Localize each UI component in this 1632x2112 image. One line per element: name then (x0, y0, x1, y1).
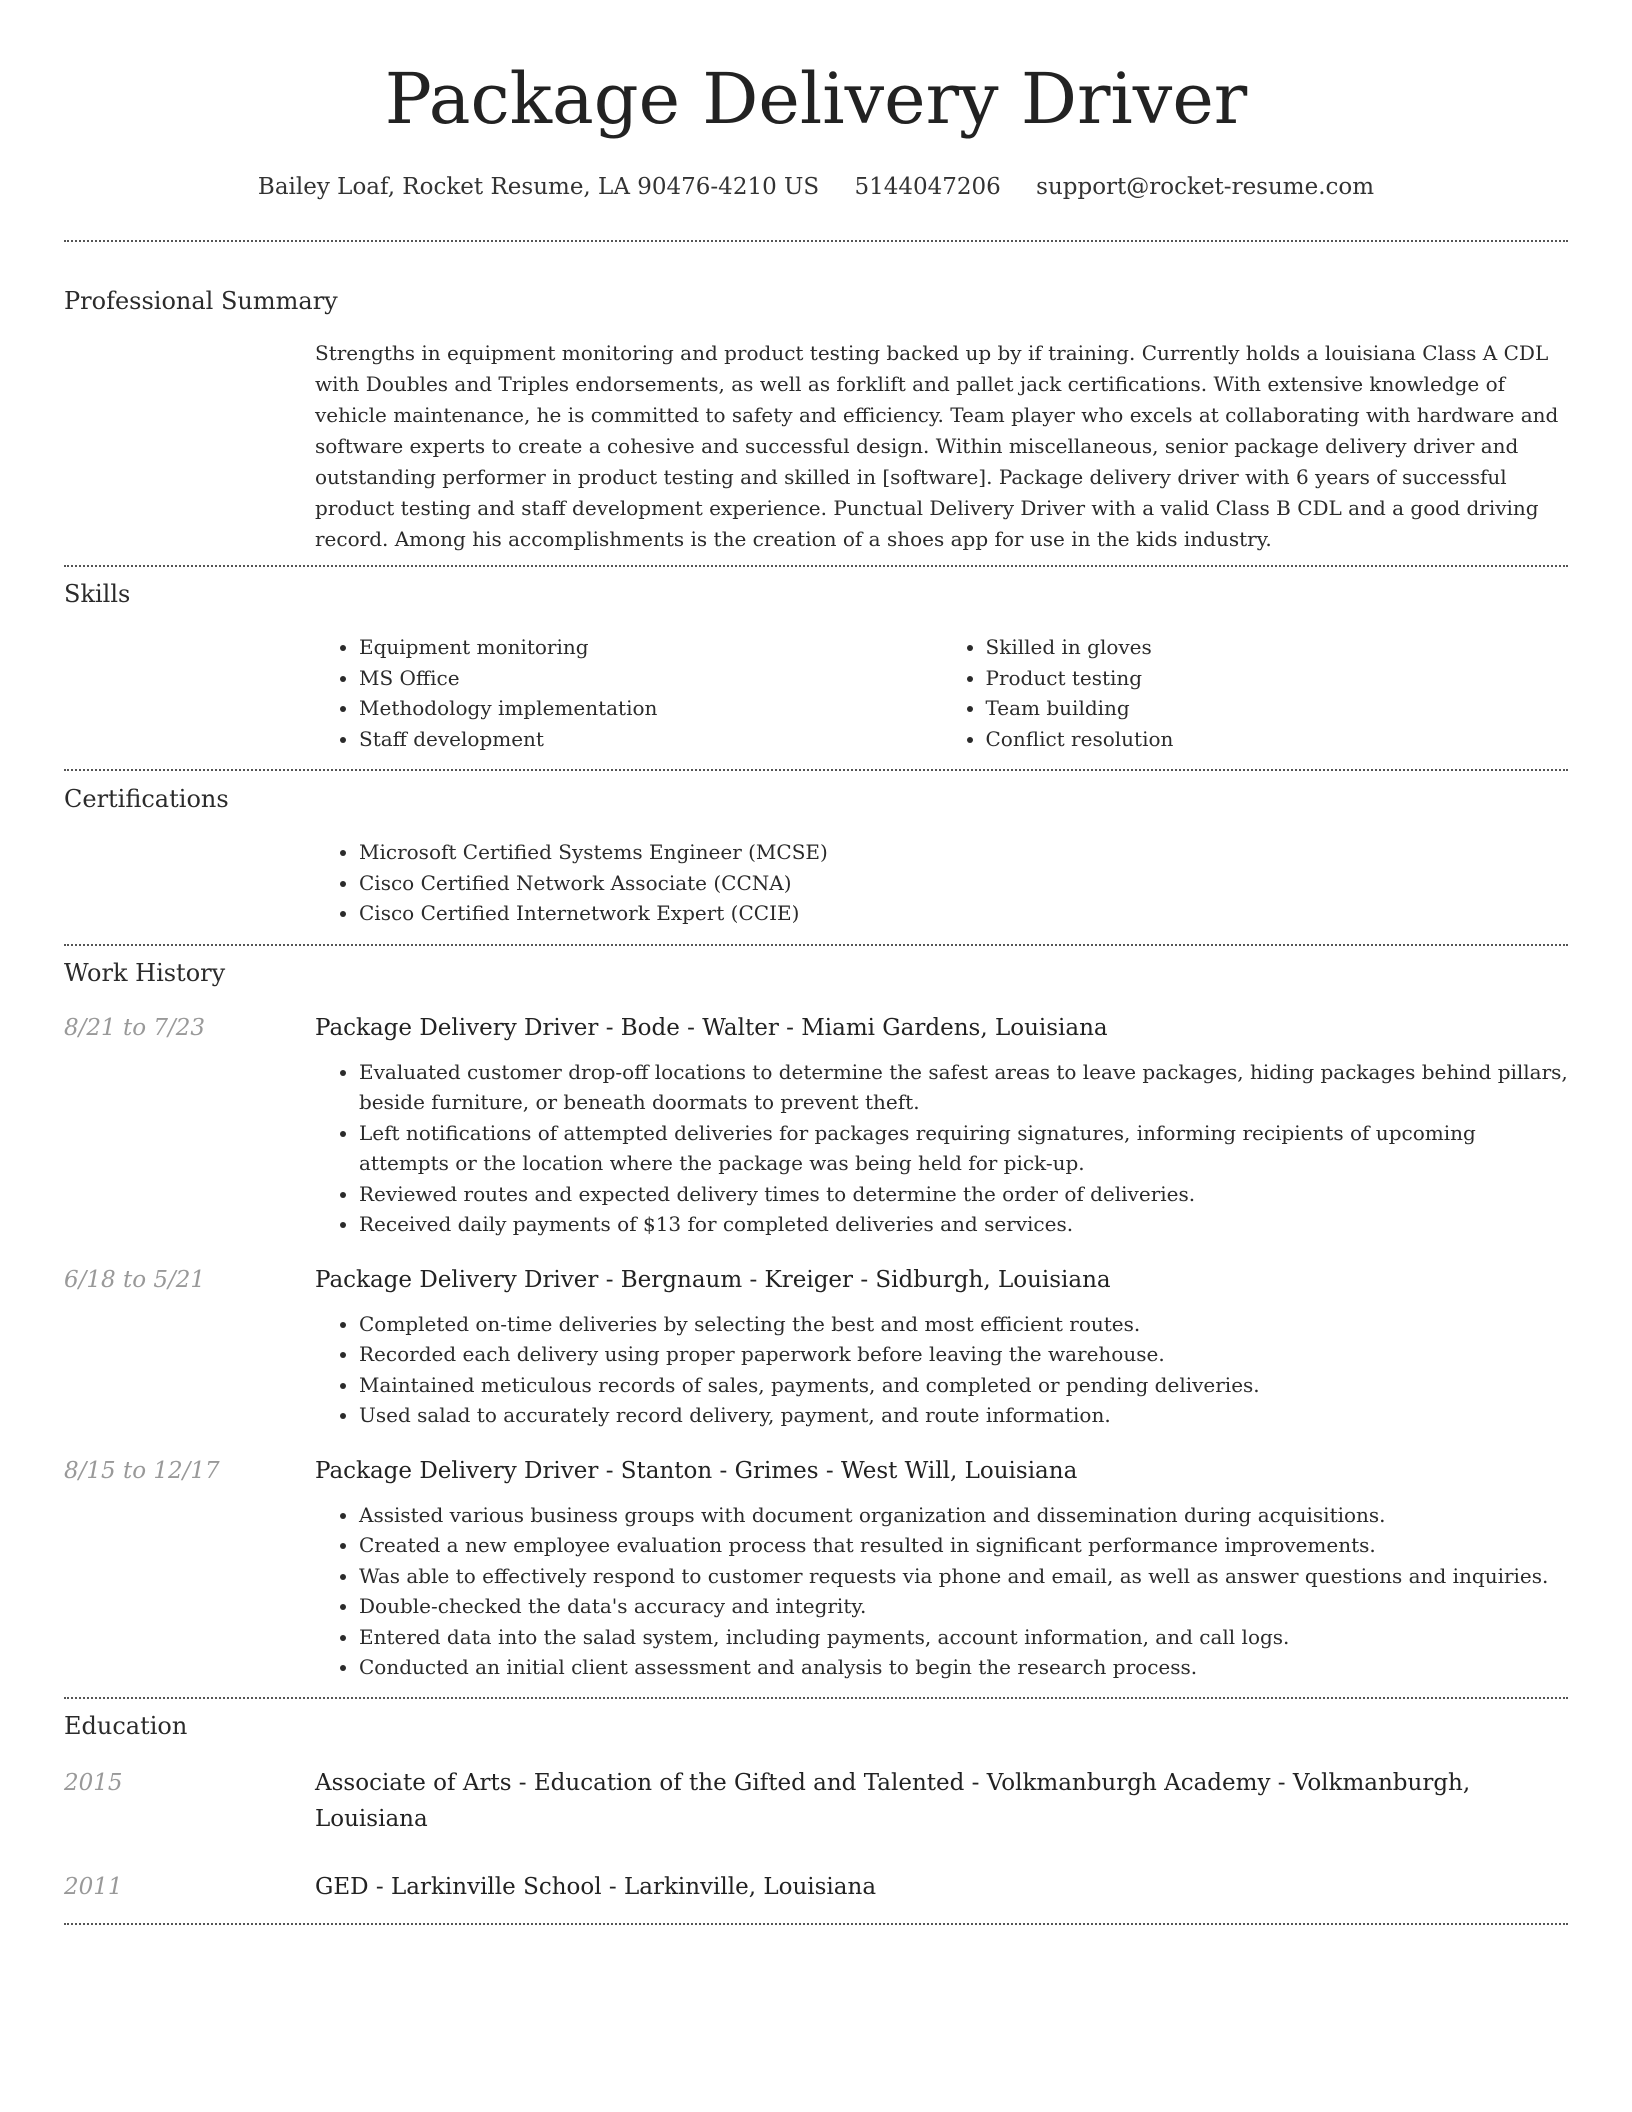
job-dates: 6/18 to 5/21 (64, 1266, 206, 1293)
education-entry (64, 1869, 1568, 1905)
job-entry (64, 1453, 1568, 1683)
contact-email: support@rocket-resume.com (1036, 174, 1375, 200)
divider (64, 1923, 1568, 1925)
job-bullet: • Maintained meticulous records of sales, payments, and completed or pending deliveries. (359, 1370, 1568, 1401)
education-year: 2011 (64, 1873, 123, 1900)
job-bullet: • Assisted various business groups with document organization and dissemination during acquisitions. (359, 1500, 1568, 1531)
job-entry (64, 1010, 1568, 1240)
resume-page (64, 0, 1568, 1925)
summary-text: Strengths in equipment monitoring and product testing backed up by if training. Currently holds a louisiana Class A CDL with Doubles and Triples endorsements, as well as forklift and pallet jack certifications. With extensive knowledge of vehicle maintenance, he is committed to safety and efficiency. Team player who excels at collaborating with hardware and software experts to create a cohesive and successful design. Within miscellaneous, senior package delivery driver and outstanding performer in product testing and skilled in [software]. Package delivery driver with 6 years of successful product testing and staff development experience. Punctual Delivery Driver with a valid Class B CDL and a good driving record. Among his accomplishments is the creation of a shoes app for use in the kids industry. (315, 341, 1559, 551)
skill-item: • Skilled in gloves (986, 632, 1569, 663)
education-entry (64, 1765, 1568, 1837)
skill-item: • Product testing (986, 663, 1569, 694)
skill-item: • Conflict resolution (986, 724, 1569, 755)
job-heading: Package Delivery Driver - Bode - Walter - Miami Gardens, Louisiana (315, 1014, 1108, 1041)
job-bullet: • Was able to effectively respond to customer requests via phone and email, as well as answer questions and inquiries. (359, 1561, 1568, 1592)
job-heading: Package Delivery Driver - Bergnaum - Kreiger - Sidburgh, Louisiana (315, 1266, 1111, 1293)
work-history-section (64, 946, 1568, 1683)
section-title-certifications: Certifications (64, 785, 229, 813)
section-title-summary: Professional Summary (64, 287, 338, 315)
job-bullet: • Created a new employee evaluation process that resulted in significant performance improvements. (359, 1530, 1568, 1561)
skill-item: • MS Office (359, 663, 942, 694)
job-bullet: • Double-checked the data's accuracy and integrity. (359, 1591, 1568, 1622)
contact-address: Bailey Loaf, Rocket Resume, LA 90476-4210 US (257, 174, 820, 200)
job-dates: 8/15 to 12/17 (64, 1457, 220, 1484)
skills-list (315, 632, 1568, 754)
job-bullet: • Received daily payments of $13 for completed deliveries and services. (359, 1209, 1568, 1240)
job-entry (64, 1262, 1568, 1431)
skill-item: • Team building (986, 693, 1569, 724)
job-bullets (315, 1309, 1568, 1431)
education-heading: GED - Larkinville School - Larkinville, Louisiana (315, 1873, 877, 1900)
skill-item: • Equipment monitoring (359, 632, 942, 663)
job-bullet: • Conducted an initial client assessment and analysis to begin the research process. (359, 1652, 1568, 1683)
job-bullets (315, 1500, 1568, 1683)
education-year: 2015 (64, 1769, 123, 1796)
job-bullet: • Entered data into the salad system, including payments, account information, and call logs. (359, 1622, 1568, 1653)
section-title-education: Education (64, 1711, 188, 1740)
contact-line (64, 172, 1568, 202)
job-dates: 8/21 to 7/23 (64, 1014, 206, 1041)
section-title-work-history: Work History (64, 958, 226, 987)
section-title-skills: Skills (64, 580, 131, 608)
job-heading: Package Delivery Driver - Stanton - Grimes - West Will, Louisiana (315, 1457, 1078, 1484)
resume-title: Package Delivery Driver (384, 58, 1248, 140)
education-heading: Associate of Arts - Education of the Gifted and Talented - Volkmanburgh Academy - Volkmanburgh, Louisiana (315, 1769, 1471, 1832)
skill-item: • Staff development (359, 724, 942, 755)
job-bullets (315, 1057, 1568, 1240)
skills-column-right (942, 632, 1569, 754)
job-bullet: • Evaluated customer drop-off locations to determine the safest areas to leave packages, hiding packages behind pillars, beside furniture, or beneath doormats to prevent theft. (359, 1057, 1568, 1118)
skills-section (64, 567, 1568, 754)
job-bullet: • Used salad to accurately record delivery, payment, and route information. (359, 1400, 1568, 1431)
education-section (64, 1699, 1568, 1905)
summary-section (64, 242, 1568, 555)
certification-item: • Cisco Certified Network Associate (CCNA) (359, 868, 1568, 899)
contact-phone: 5144047206 (854, 174, 1001, 200)
certification-item: • Microsoft Certified Systems Engineer (MCSE) (359, 837, 1568, 868)
skills-column-left (315, 632, 942, 754)
job-bullet: • Completed on-time deliveries by selecting the best and most efficient routes. (359, 1309, 1568, 1340)
job-bullet: • Recorded each delivery using proper paperwork before leaving the warehouse. (359, 1339, 1568, 1370)
job-bullet: • Left notifications of attempted deliveries for packages requiring signatures, informing recipients of upcoming attempts or the location where the package was being held for pick-up. (359, 1118, 1568, 1179)
certification-item: • Cisco Certified Internetwork Expert (CCIE) (359, 898, 1568, 929)
job-bullet: • Reviewed routes and expected delivery times to determine the order of deliveries. (359, 1179, 1568, 1210)
certifications-list (315, 837, 1568, 929)
skill-item: • Methodology implementation (359, 693, 942, 724)
certifications-section (64, 771, 1568, 929)
